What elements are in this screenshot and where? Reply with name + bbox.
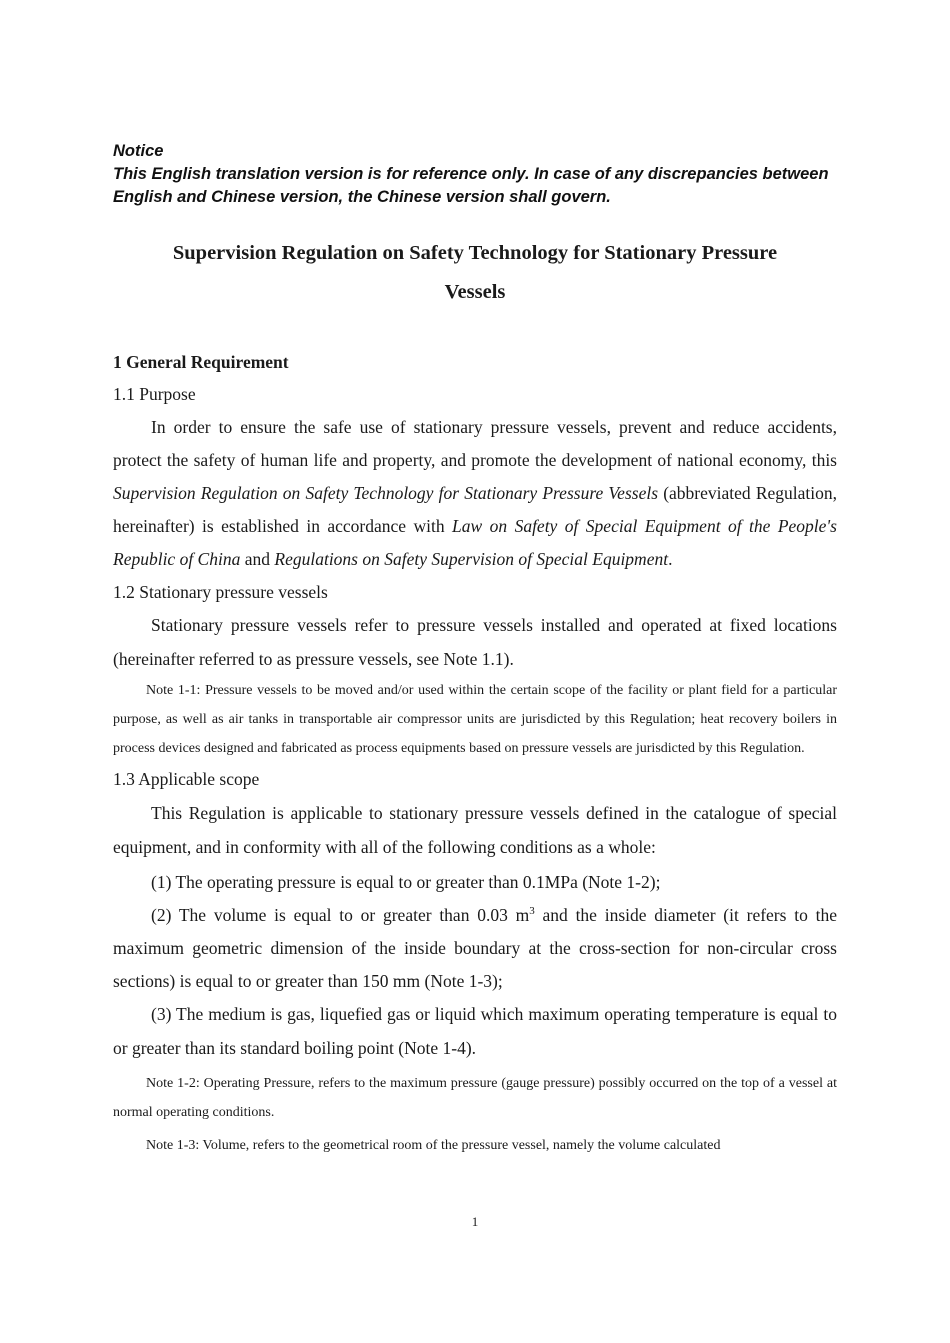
section-1-2-heading: 1.2 Stationary pressure vessels <box>113 582 328 603</box>
law-title-ref: Law on Safety of Special Equipment of the People's Republic of China <box>113 516 837 570</box>
note-1-2: Note 1-2: Operating Pressure, refers to the maximum pressure (gauge pressure) possibly occurred on the top of a vessel at normal operating conditions. <box>113 1075 837 1120</box>
condition-2: (2) The volume is equal to or greater than 0.03 $m^3$ and the inside diameter (it refers to the maximum geometric dimension of the inside boundary at the cross-section for non-circular cross sections) is equal to or greater than 150 mm (Note 1-3); <box>113 905 837 992</box>
regulations-title-ref: Regulations on Safety Supervision of Special Equipment <box>274 549 669 570</box>
note-1-3: Note 1-3: Volume, refers to the geometrical room of the pressure vessel, namely the volume calculated <box>146 1137 721 1153</box>
stationary-vessels-paragraph: Stationary pressure vessels refer to pressure vessels installed and operated at fixed locations (hereinafter referred to as pressure vessels, see Note 1.1). <box>113 615 837 669</box>
document-title <box>113 234 837 312</box>
section-1-3-heading: 1.3 Applicable scope <box>113 768 260 789</box>
section-1-heading: 1 General Requirement <box>113 352 289 372</box>
purpose-paragraph: In order to ensure the safe use of stationary pressure vessels, prevent and reduce accidents, protect the safety of human life and property, and promote the development of national economy, this Supervision Regulation on Safety Technology for Stationary Pressure Vessels (abbreviated Regulation, hereinafter) is established in accordance with Law on Safety of Special Equipment of the People's Republic of China and Regulations on Safety Supervision of Special Equipment. <box>113 417 837 570</box>
document-title-line-2: Vessels <box>444 281 506 303</box>
page-number: 1 <box>471 1214 479 1229</box>
notice-block <box>113 140 837 209</box>
notice-text: This English translation version is for reference only. In case of any discrepancies between English and Chinese version, the Chinese version shall govern. <box>113 165 829 206</box>
section-1-1-heading: 1.1 Purpose <box>113 384 196 404</box>
notice-title: Notice <box>113 142 164 160</box>
condition-1: (1) The operating pressure is equal to or greater than 0.1MPa (Note 1-2); <box>151 871 661 892</box>
condition-3: (3) The medium is gas, liquefied gas or liquid which maximum operating temperature is equal to or greater than its standard boiling point (Note 1-4). <box>113 1004 837 1058</box>
regulation-title-ref: Supervision Regulation on Safety Technology for Stationary Pressure Vessels <box>113 483 659 504</box>
document-title-line-1: Supervision Regulation on Safety Technology for Stationary Pressure <box>172 242 778 264</box>
note-1-1: Note 1-1: Pressure vessels to be moved and/or used within the certain scope of the facility or plant field for a particular purpose, as well as air tanks in transportable air compressor units are jurisdicted by this Regulation; heat recovery boilers in process devices designed and fabricated as process equipments based on pressure vessels are jurisdicted by this Regulation. <box>113 682 837 756</box>
document-page <box>113 140 837 1160</box>
applicable-scope-intro: This Regulation is applicable to stationary pressure vessels defined in the catalogue of special equipment, and in conformity with all of the following conditions as a whole: <box>113 802 837 858</box>
